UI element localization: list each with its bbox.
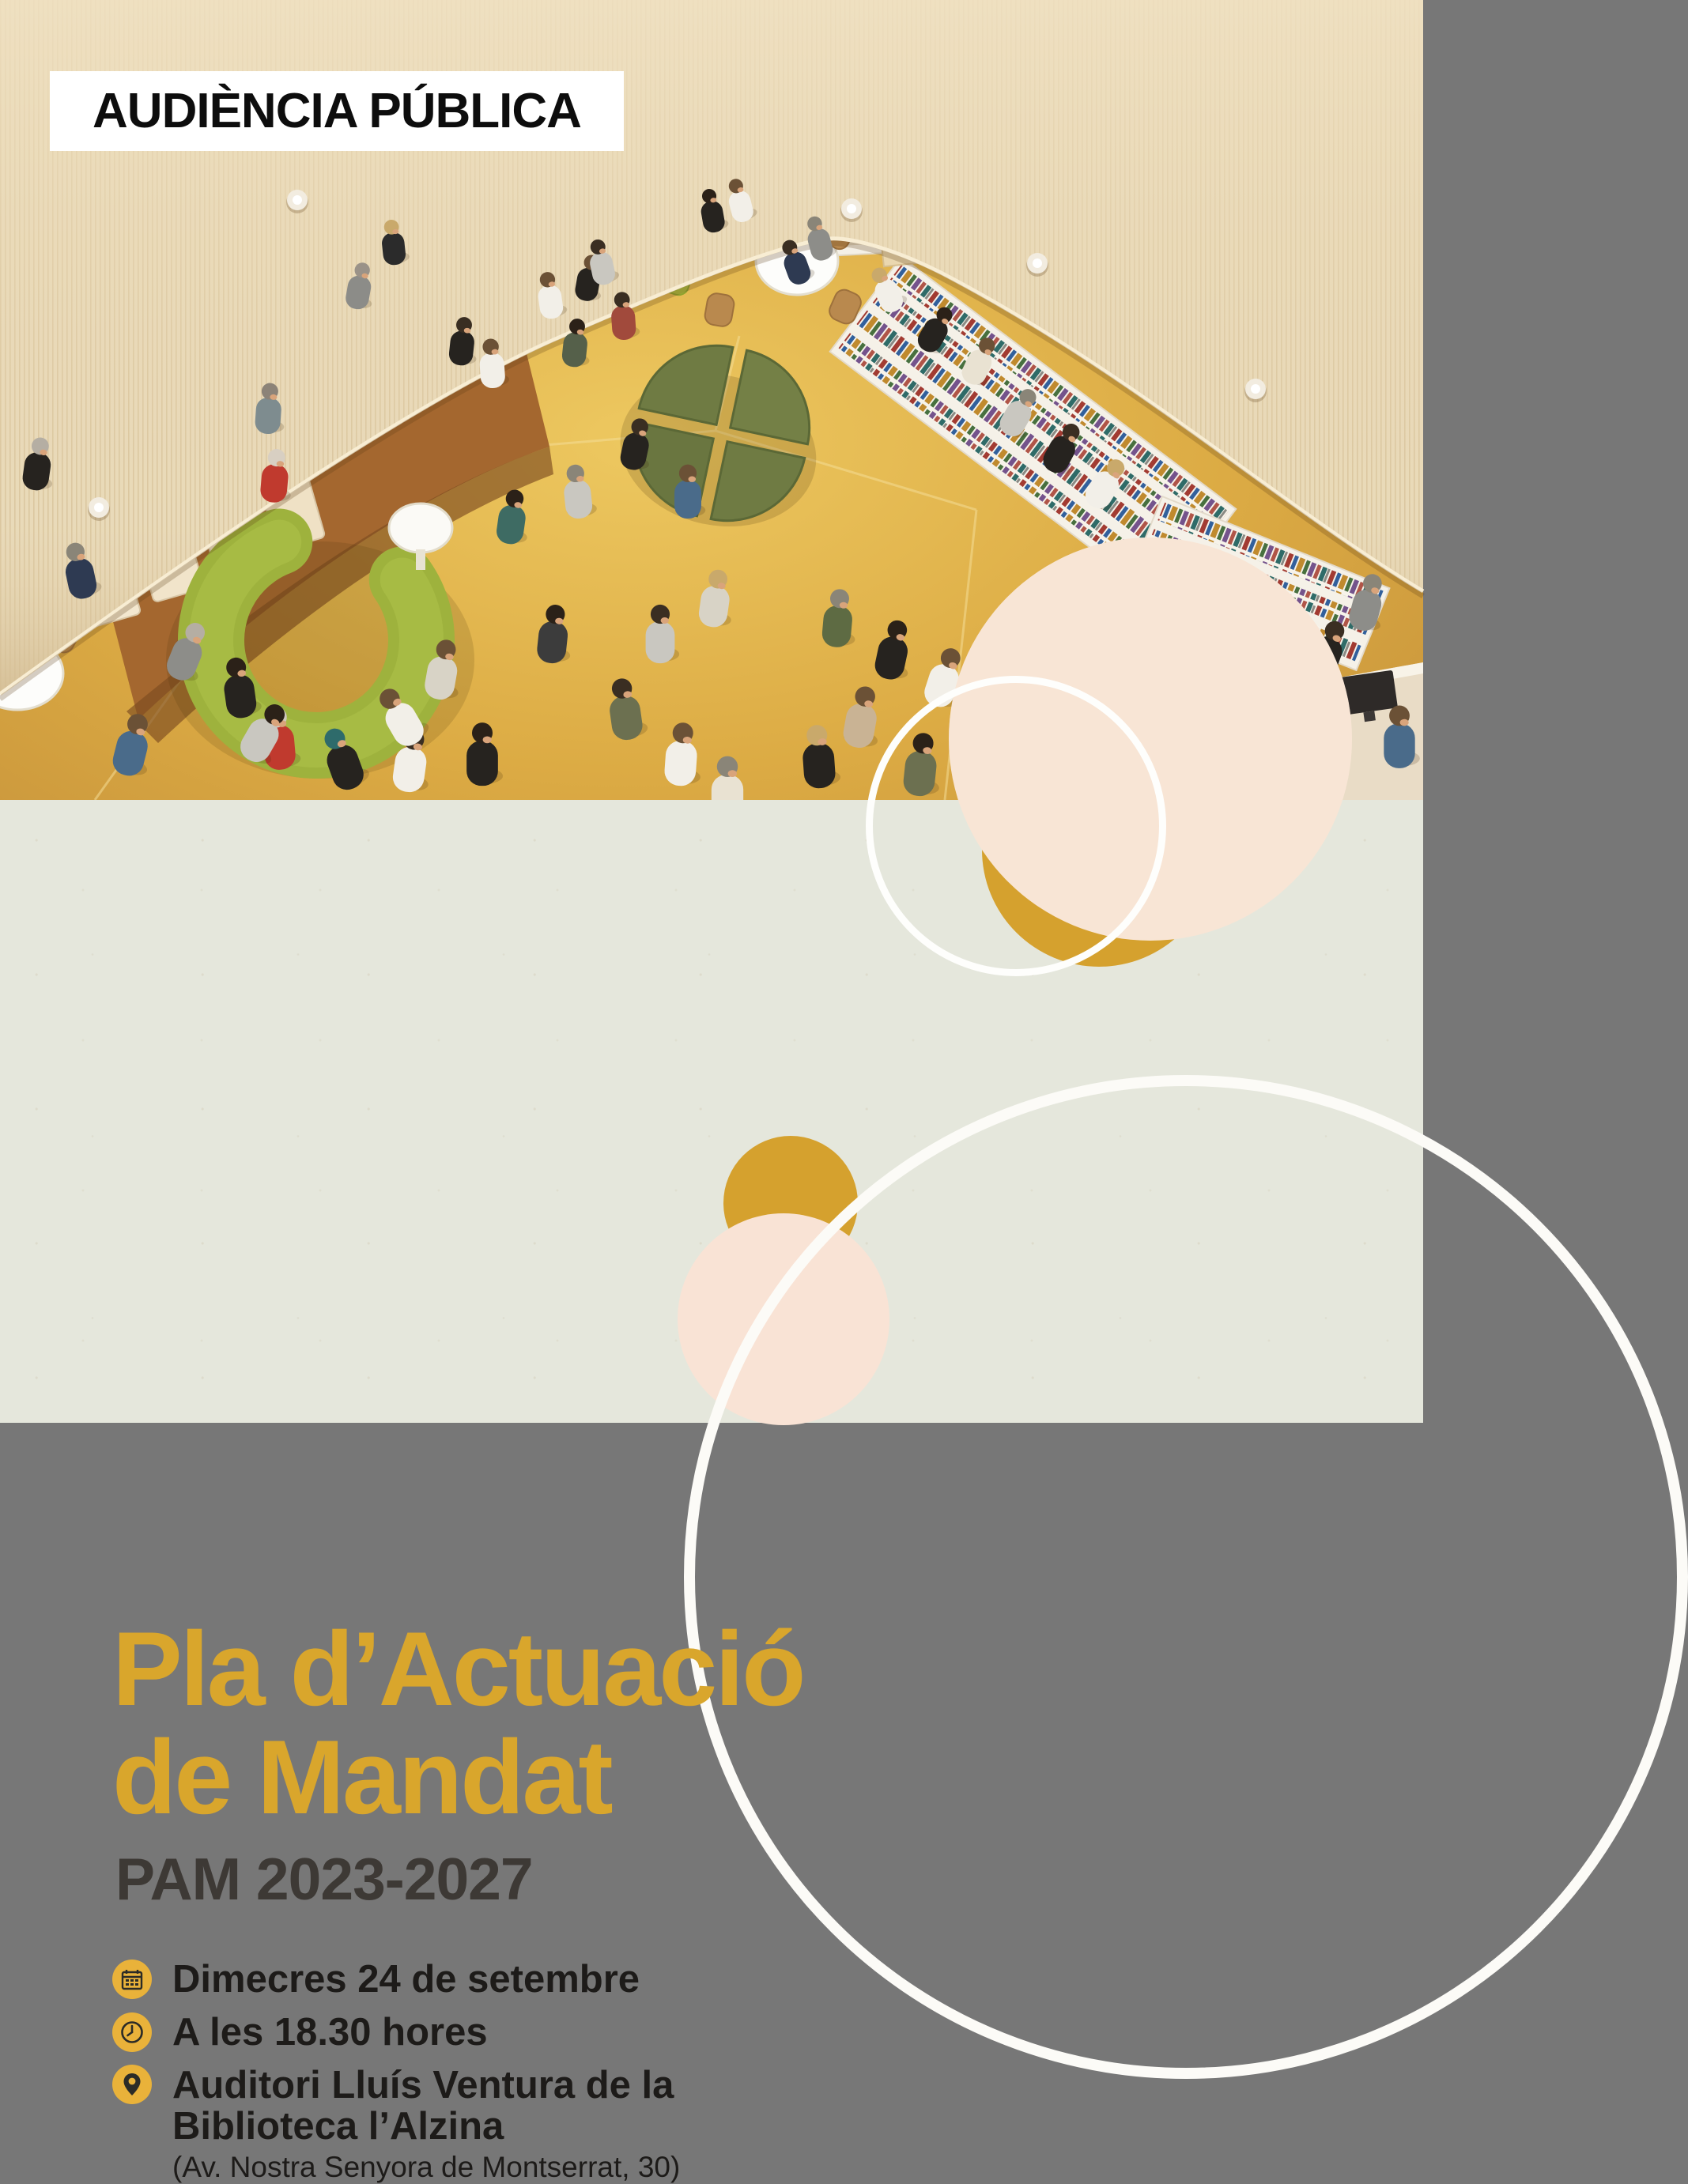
detail-date [112, 1959, 680, 2000]
date-text: Dimecres 24 de setembre [172, 1958, 640, 2001]
calendar-icon [112, 1960, 152, 1999]
info-section [0, 800, 1423, 2183]
clock-icon [112, 2012, 152, 2052]
page-title [112, 1611, 804, 1836]
venue-address: (Av. Nostra Senyora de Montserrat, 30) [172, 2151, 681, 2183]
white-ring-middle [866, 676, 1166, 976]
white-ring-bottom [684, 1075, 1688, 2079]
location-pin-icon [112, 2065, 152, 2104]
event-details [112, 1959, 680, 2184]
venue-text [172, 2065, 680, 2184]
subtitle-pam: PAM 2023-2027 [115, 1846, 533, 1912]
event-type-banner [50, 71, 624, 151]
venue-line2: Biblioteca l’Alzina [172, 2105, 504, 2148]
detail-time [112, 2012, 680, 2053]
time-text: A les 18.30 hores [172, 2011, 488, 2054]
title-line1: Pla d’Actuació [112, 1611, 804, 1728]
detail-venue [112, 2065, 680, 2184]
title-line2: de Mandat [112, 1719, 611, 1836]
venue-line1: Auditori Lluís Ventura de la [172, 2064, 674, 2107]
event-type-label: AUDIÈNCIA PÚBLICA [93, 84, 581, 138]
